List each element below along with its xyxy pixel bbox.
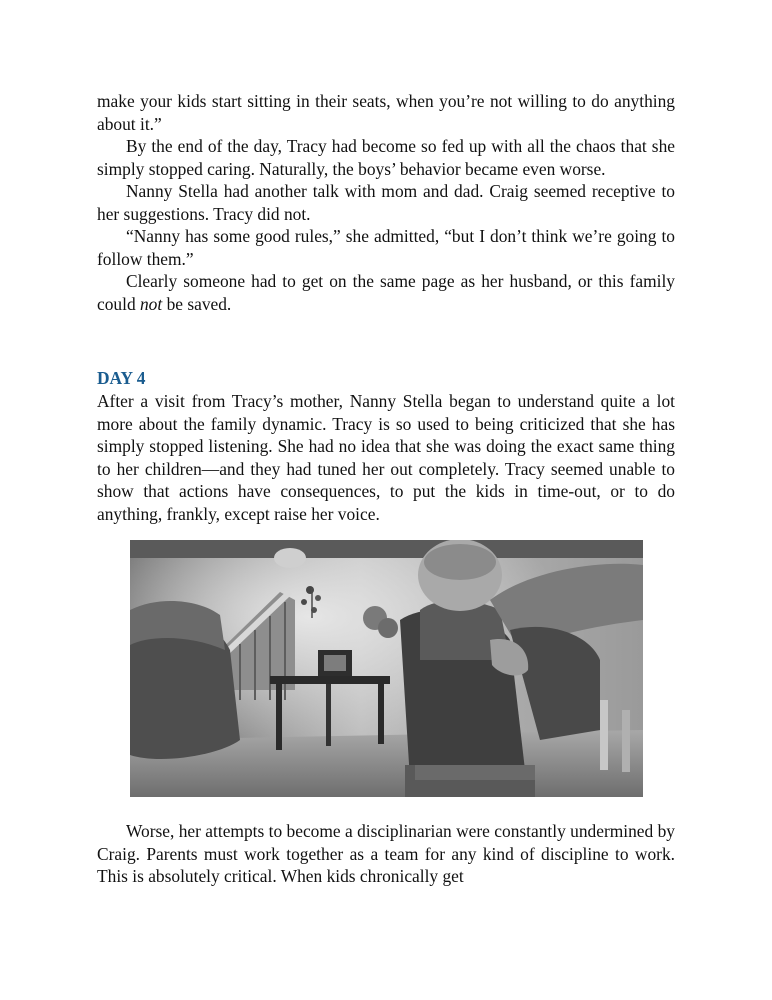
section-heading: DAY 4 [97,368,146,388]
text-run: be saved. [162,293,232,314]
paragraph: Worse, her attempts to become a disciplinarian were constantly undermined by Craig. Parents must work together as a team for any kind of discipline to work. This is absolutely critical. When kids chronically get [97,821,675,886]
section-body: After a visit from Tracy’s mother, Nanny Stella began to understand quite a lot more about the family dynamic. Tracy is so used to being criticized that she has simply stopped listening. She had no idea that she was doing the exact same thing to her children—and they had tuned her out completely. Tracy seemed unable to show that actions have consequences, to put the kids in time-out, or to do anything, frankly, except raise her voice. [97,391,675,524]
paragraph: Nanny Stella had another talk with mom and dad. Craig seemed receptive to her suggestions. Tracy did not. [97,181,675,224]
paragraph-with-emphasis [97,270,675,315]
text-run: Clearly someone had to get on the same page as her husband, or this family could [97,271,675,314]
text-block-top [97,90,675,315]
paragraph: make your kids start sitting in their seats, when you’re not willing to do anything about it.” [97,91,675,134]
photo-figure [130,540,643,797]
paragraph: “Nanny has some good rules,” she admitted, “but I don’t think we’re going to follow them.” [97,226,675,269]
section-day-4 [97,366,675,525]
emphasized-word: not [139,293,163,314]
photo-image [130,540,643,797]
text-block-bottom [97,820,675,888]
paragraph: By the end of the day, Tracy had become so fed up with all the chaos that she simply stopped caring. Naturally, the boys’ behavior became even worse. [97,136,675,179]
